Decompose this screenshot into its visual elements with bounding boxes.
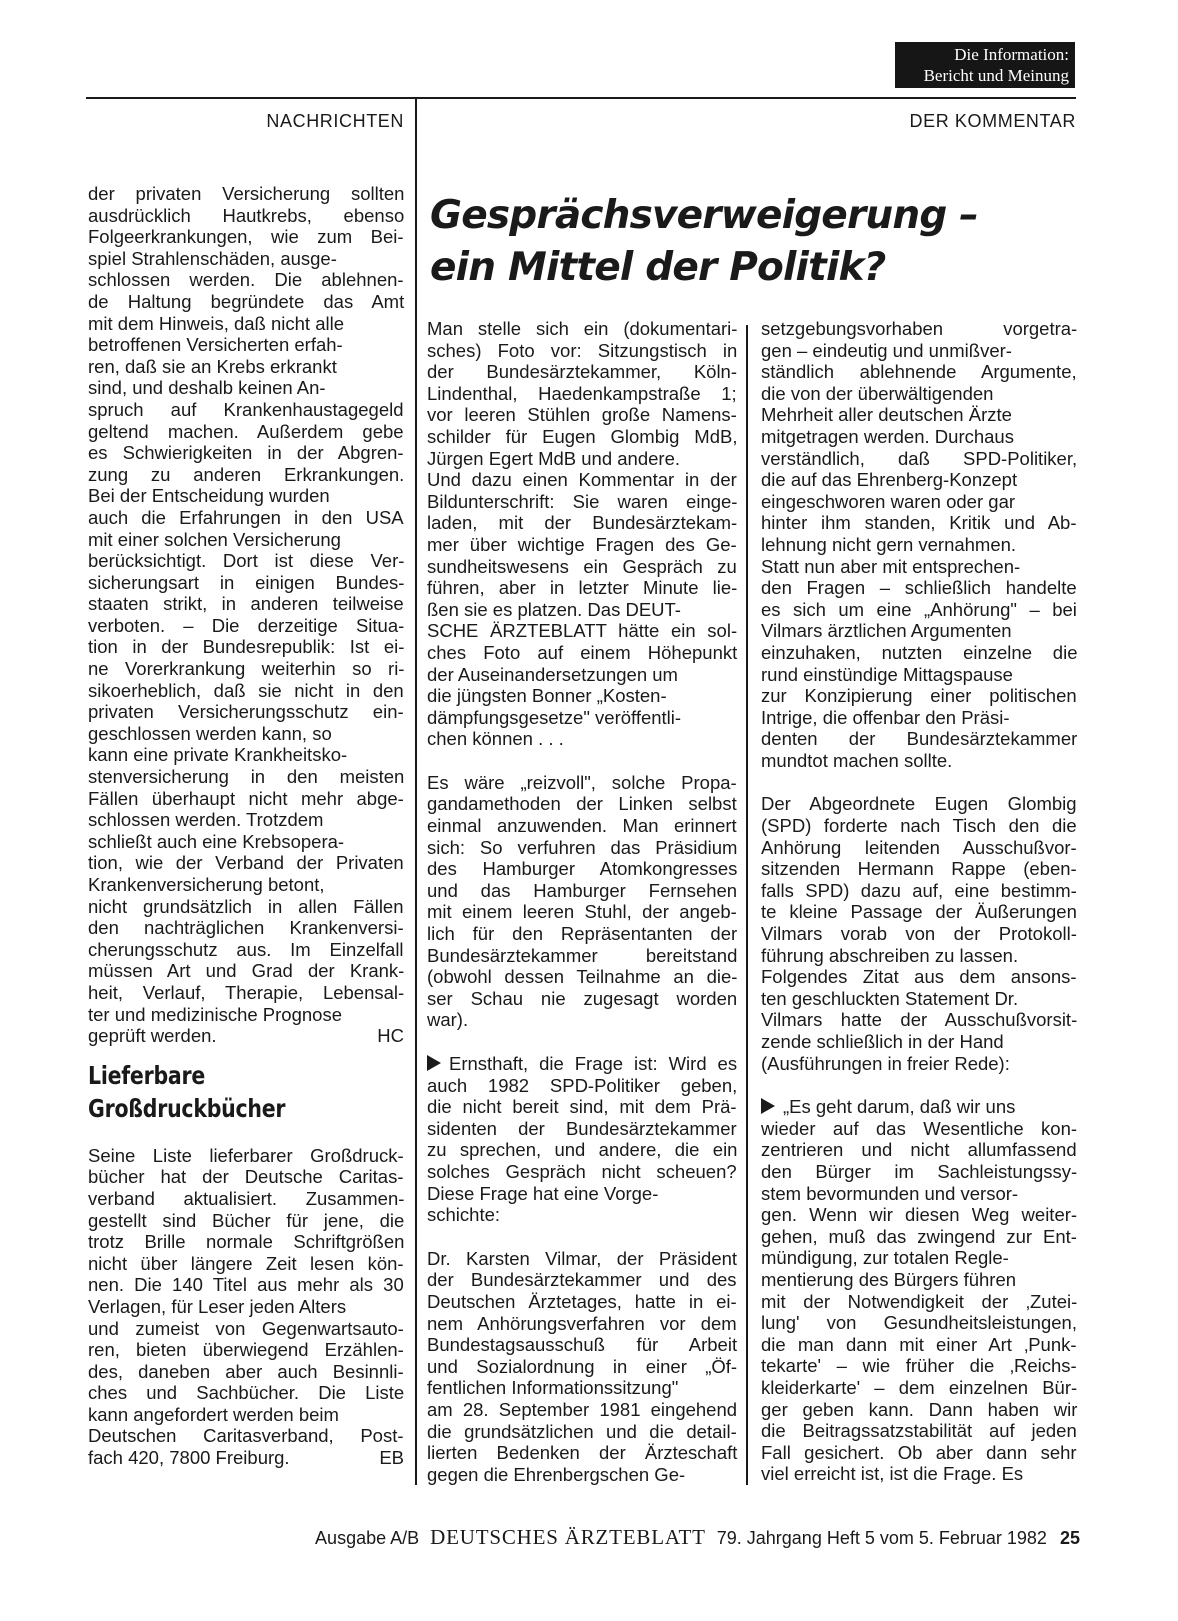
text-line: es sich um eine „Anhörung" – bei [761,598,1077,620]
text-line: mitgetragen werden. Durchaus [761,425,1014,447]
text-line: berücksichtigt. Dort ist diese Ver- [88,550,405,572]
text-line: müssen Art und Grad der Krank- [88,960,405,982]
text-line: sikoerheblich, daß sie nicht in den [88,679,404,701]
text-line: ne Vorerkrankung weiterhin so ri- [88,658,405,680]
text-line: und Sozialordnung in einer „Öf- [427,1355,738,1377]
text-line: (SPD) forderte nach Tisch den die [761,815,1077,837]
text-line: kann angefordert werden beim [88,1403,339,1425]
text-line: geltend machen. Außerdem gebe [88,420,404,442]
text-line: schilder für Eugen Glombig MdB, [427,425,738,447]
text-line: ches Foto auf einem Höhepunkt [427,641,738,663]
text-line: Vilmars vorab von der Protokoll- [761,923,1077,945]
text-line: stem bevormunden und versor- [761,1182,1019,1204]
text-line: die auf das Ehrenberg-Konzept [761,469,1018,491]
text-line: trotz Brille normale Schriftgrößen [88,1231,405,1253]
text-line: viel erreicht ist, ist die Frage. Es [761,1463,1024,1485]
text-line: es Schwierigkeiten in der Abgren- [88,442,404,464]
text-line: die jüngsten Bonner „Kosten- [427,685,667,707]
text-line: zu sprechen, und andere, die ein [427,1139,738,1161]
text-line: verband aktualisiert. Zusammen- [88,1187,405,1209]
text-line: laden, mit der Bundesärztekam- [427,512,738,534]
text-line: Vilmars hatte der Ausschußvorsit- [761,1009,1078,1031]
text-line: privaten Versicherungsschutz ein- [88,701,404,723]
text-line: gandamethoden der Linken selbst [427,793,737,815]
page-number: 25 [1059,1528,1080,1548]
text-line: mundtot machen sollte. [761,749,953,771]
text-line: einmal anzuwenden. Man erinnert [427,815,737,837]
text-line: am 28. September 1981 eingehend [427,1398,738,1420]
commentary-column-1 [427,318,737,1485]
text-line: stenversicherung in den meisten [88,766,405,788]
text-line: staaten strikt, in anderen teilweise [88,593,404,615]
text-line: der Bundesärztekammer und des [427,1269,737,1291]
text-line: zentrieren und nicht allumfassend [761,1139,1077,1161]
text-line: Bildunterschrift: Sie waren einge- [427,490,738,512]
text-line: des Hamburger Atomkongresses [427,858,738,880]
text-line: Anhörung leitenden Ausschußvor- [761,836,1077,858]
text-line: Intrige, die offenbar den Präsi- [761,706,1010,728]
text-line: geschlossen werden kann, so [88,722,332,744]
text-line: die nicht bereit sind, mit dem Prä- [427,1096,737,1118]
text-line: spiel Strahlenschäden, ausge- [88,247,337,269]
text-line: des, daneben aber auch Besinnli- [88,1360,404,1382]
text-line: hinter ihm standen, Kritik und Ab- [761,512,1077,534]
author-initials: HC [377,1025,404,1047]
text-line: Krankenversicherung betont, [88,874,325,895]
text-line: Folgendes Zitat aus dem ansons- [761,966,1077,988]
text-line: mentierung des Bürgers führen [761,1268,1017,1290]
text-line: eingeschworen waren oder gar [761,490,1016,512]
commentary-paragraph [761,318,1077,771]
text-line: tion in der Bundesrepublik: Ist ei- [88,636,405,658]
text-line: sches) Foto vor: Sitzungstisch in [427,339,738,361]
commentary-headline [430,190,1070,294]
text-line: Mehrheit aller deutschen Ärzte [761,404,1012,426]
paragraph-marker-icon [427,1055,441,1071]
text-line: nem Anhörungsverfahren vor dem [427,1312,737,1334]
text-line: vor leeren Stühlen große Namens- [427,404,737,426]
text-line: und das Hamburger Fernsehen [427,879,738,901]
column-divider-left [415,99,417,1485]
text-line: lung' von Gesundheitsleistungen, [761,1312,1077,1334]
author-initials: EB [379,1447,404,1469]
text-line: ren, daß sie an Krebs erkrankt [88,355,337,377]
footer-edition: Ausgabe A/B [315,1528,420,1548]
text-line: lich für den Repräsentanten der [427,923,738,945]
text-line: dämpfungsgesetze" veröffentli- [427,706,682,728]
text-line: auch 1982 SPD-Politiker geben, [427,1074,738,1096]
text-line: wieder auf das Wesentliche kon- [761,1117,1078,1139]
text-line: nicht über längere Zeit lesen kön- [88,1252,404,1274]
text-line: kann eine private Krankheitsko- [88,744,348,766]
text-line: ßen sie es platzen. Das DEUT- [427,598,681,620]
text-line: fentlichen Informationssitzung" [427,1377,679,1399]
commentary-paragraph [427,1248,737,1486]
text-line: verboten. – Die derzeitige Situa- [88,614,405,636]
text-line: ches und Sachbücher. Die Liste [88,1382,405,1404]
news-heading-grossdruck [88,1059,347,1125]
headline-line-2: ein Mittel der Politik? [430,245,886,290]
text-line: den nachträglichen Krankenversi- [88,917,404,939]
text-line: ren, bieten überwiegend Erzählen- [88,1339,404,1361]
text-line: war). [427,1009,469,1031]
text-line: Verlagen, für Leser jeden Alters [88,1295,347,1317]
text-line: te kleine Passage der Äußerungen [761,901,1077,923]
text-line: schließt auch eine Krebsopera- [88,830,345,852]
column-divider-middle [746,325,748,1485]
text-line: geprüft werden. HC [88,1025,404,1047]
text-line: gen – eindeutig und unmißver- [761,339,1012,361]
text-line: sundheitswesens ein Gespräch zu [427,555,737,577]
text-line: bücher hat der Deutsche Caritas- [88,1166,404,1188]
paragraph-marker-icon [761,1098,775,1114]
info-badge [895,42,1075,88]
news-heading-line-2: Großdruckbücher [88,1093,286,1123]
text-line: setzgebungsvorhaben vorgetra- [761,318,1078,339]
text-line: Man stelle sich ein (dokumentari- [427,318,738,339]
text-line: führen, aber in letzter Minute lie- [427,577,738,599]
text-line: mit der Notwendigkeit der ‚Zutei- [761,1290,1078,1312]
text-line: Diese Frage hat eine Vorge- [427,1182,659,1204]
text-line: gen. Wenn wir diesen Weg weiter- [761,1204,1078,1226]
text-line: der Auseinandersetzungen um [427,663,678,685]
commentary-paragraph [427,772,737,1031]
text-line: die Beitragssatzstabilität auf jeden [761,1420,1077,1442]
text-line: ständlich ablehnende Argumente, [761,361,1077,383]
text-line: die von der überwältigenden [761,382,994,404]
text-line: sich: So verfuhren das Präsidium [427,836,738,858]
text-line: solches Gespräch nicht scheuen? [427,1160,737,1182]
text-line: ser Schau nie zugesagt worden [427,987,738,1009]
text-line: sitzenden Hermann Rappe (eben- [761,858,1077,880]
text-line: cherungsschutz aus. Im Einzelfall [88,938,404,960]
text-line: Vilmars ärztlichen Argumenten [761,620,1012,642]
text-line: mündigung, zur totalen Regle- [761,1247,1009,1269]
text-line: (obwohl dessen Teilnahme an die- [427,966,738,988]
text-line: schlossen werden. Die ablehnen- [88,269,404,291]
text-line: ger geben kann. Dann haben wir [761,1398,1078,1420]
text-line: Seine Liste lieferbarer Großdruck- [88,1144,404,1166]
text-line: den Bürger im Sachleistungssy- [761,1160,1078,1182]
news-article-grossdruck [88,1145,404,1469]
text-line: ter und medizinische Prognose [88,1003,343,1025]
text-line: Deutschen Caritasverband, Post- [88,1425,404,1447]
text-line: einzuhaken, nutzten einzelne die [761,641,1078,663]
text-line: gegen die Ehrenbergschen Ge- [427,1463,686,1485]
text-line: Fall gesichert. Ob aber dann sehr [761,1441,1077,1463]
text-line: der Bundesärztekammer, Köln- [427,361,738,383]
badge-line-2: Bericht und Meinung [923,66,1069,85]
text-line: zung zu anderen Erkrankungen. [88,463,405,485]
text-line: denten der Bundesärztekammer [761,728,1078,750]
text-line: zende schließlich in der Hand [761,1031,1004,1052]
text-line: sind, und deshalb keinen An- [88,377,326,399]
text-line: Bundesärztekammer bereitstand [427,944,738,966]
commentary-paragraph [427,318,737,750]
text-line: SCHE ÄRZTEBLATT hätte ein sol- [427,620,738,642]
headline-line-1: Gesprächsverweigerung – [430,193,978,238]
text-line: zur Konzipierung einer politischen [761,685,1077,707]
text-line: Bundestagsausschuß für Arbeit [427,1334,738,1356]
text-line: nen. Die 140 Titel aus mehr als 30 [88,1274,404,1296]
text-line: Ernsthaft, die Frage ist: Wird es [427,1053,737,1075]
commentary-paragraph [761,793,1077,1074]
text-line: schlossen werden. Trotzdem [88,809,324,831]
text-line: ausdrücklich Hautkrebs, ebenso [88,204,405,226]
text-line: rund einstündige Mittagspause [761,663,1013,685]
text-line: tekarte' – wie früher die ‚Reichs- [761,1355,1077,1377]
text-line: chen können . . . [427,728,564,750]
text-line: kleiderkarte' – dem einzelnen Bür- [761,1376,1078,1398]
section-label-news: NACHRICHTEN [266,111,404,131]
text-line: gestellt sind Bücher für jene, die [88,1209,405,1231]
header-rule [86,97,1076,99]
text-line: nicht grundsätzlich in allen Fällen [88,895,404,917]
news-article-krebsversicherung [88,183,404,1047]
text-line: mer über wichtige Fragen des Ge- [427,533,737,555]
text-line: de Haltung begründete das Amt [88,290,405,312]
text-line: Es wäre „reizvoll", solche Propa- [427,771,737,793]
text-line: verständlich, daß SPD-Politiker, [761,447,1078,469]
text-line: Der Abgeordnete Eugen Glombig [761,793,1077,815]
text-line: Und dazu einen Kommentar in der [427,469,737,491]
text-line: lehnung nicht gern vernahmen. [761,533,1017,555]
text-line: mit einer solchen Versicherung [88,528,341,550]
text-line: Dr. Karsten Vilmar, der Präsident [427,1247,738,1269]
text-line: die man dann mit einer Art ‚Punk- [761,1333,1077,1355]
text-line: die grundsätzlichen und die detail- [427,1420,737,1442]
footer-issue: 79. Jahrgang Heft 5 vom 5. Februar 1982 [716,1528,1047,1548]
text-line: heit, Verlauf, Therapie, Lebensal- [88,981,405,1003]
commentary-column-2 [761,318,1077,1485]
text-line: schichte: [427,1204,501,1226]
text-line: fach 420, 7800 Freiburg. EB [88,1447,404,1469]
text-line: Deutschen Ärztetages, hatte in ei- [427,1290,737,1312]
text-line: sicherungsart in einigen Bundes- [88,571,405,593]
text-line: tion, wie der Verband der Privaten [88,852,404,874]
text-line: Jürgen Egert MdB und andere. [427,447,680,469]
text-line: Folgeerkrankungen, wie zum Bei- [88,226,404,248]
text-line: falls SPD) dazu auf, eine bestimm- [761,879,1077,901]
commentary-paragraph [427,1053,737,1226]
text-line: auch die Erfahrungen in den USA [88,506,404,528]
text-line: führung abschreiben zu lassen. [761,944,1019,966]
text-line: Bei der Entscheidung wurden [88,485,330,507]
news-column [88,183,404,1469]
text-line: ten geschluckten Statement Dr. [761,987,1019,1009]
text-line: (Ausführungen in freier Rede): [761,1052,1010,1074]
news-heading-line-1: Lieferbare [88,1060,205,1090]
commentary-paragraph [761,1096,1077,1485]
text-line: „Es geht darum, daß wir uns [761,1096,1077,1118]
text-line: und zumeist von Gegenwartsauto- [88,1317,404,1339]
text-line: den Fragen – schließlich handelte [761,577,1077,599]
text-line: spruch auf Krankenhaustagegeld [88,398,404,420]
text-line: der privaten Versicherung sollten [88,183,405,204]
text-line: mit einem leeren Stuhl, der angeb- [427,901,737,923]
text-line: Lindenthal, Haedenkampstraße 1; [427,382,737,404]
footer-magazine: DEUTSCHES ÄRZTEBLATT [430,1525,706,1549]
page-footer [200,1525,1080,1550]
text-line: betroffenen Versicherten erfah- [88,334,343,356]
text-line: Statt nun aber mit entsprechen- [761,555,1021,577]
badge-line-1: Die Information: [954,45,1069,64]
section-label-commentary: DER KOMMENTAR [909,111,1076,131]
text-line: Fällen überhaupt nicht mehr abge- [88,787,404,809]
text-line: gehen, muß das zwingend zur Ent- [761,1225,1077,1247]
text-line: mit dem Hinweis, daß nicht alle [88,312,345,334]
text-line: sidenten der Bundesärztekammer [427,1117,737,1139]
text-line: lierten Bedenken der Ärzteschaft [427,1442,738,1464]
